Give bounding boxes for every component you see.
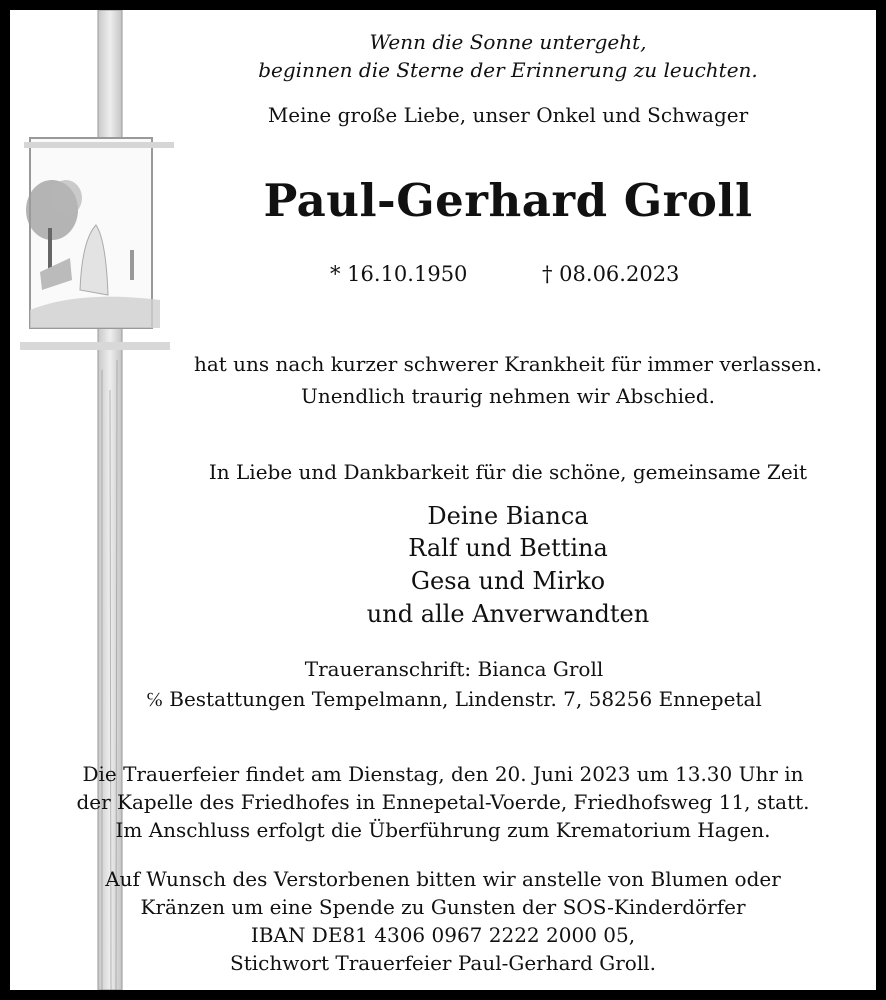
- intro-text: Meine große Liebe, unser Onkel und Schwager: [267, 103, 749, 127]
- message-line-1: hat uns nach kurzer schwerer Krankheit für immer verlassen.: [193, 352, 823, 376]
- donation-line-1: Auf Wunsch des Verstorbenen bitten wir anstelle von Blumen oder: [105, 867, 781, 891]
- signatory-4: und alle Anverwandten: [366, 600, 650, 628]
- donation-line-4: Stichwort Trauerfeier Paul-Gerhard Groll.: [230, 951, 656, 975]
- address-line-1: Traueranschrift: Bianca Groll: [304, 657, 604, 681]
- obituary-notice: [10, 10, 876, 990]
- signatory-3: Gesa und Mirko: [410, 567, 606, 595]
- signatory-2: Ralf und Bettina: [408, 534, 608, 562]
- quote-line-1: Wenn die Sonne untergeht,: [369, 30, 647, 54]
- donation-line-2: Kränzen um eine Spende zu Gunsten der SOS-Kinderdörfer: [140, 895, 746, 919]
- birth-date: * 16.10.1950: [330, 262, 468, 286]
- cross-illustration: [10, 10, 876, 990]
- dedication-text: In Liebe und Dankbarkeit für die schöne, gemeinsame Zeit: [208, 460, 808, 484]
- death-date: † 08.06.2023: [542, 262, 680, 286]
- service-line-1: Die Trauerfeier findet am Dienstag, den 20. Juni 2023 um 13.30 Uhr in: [82, 762, 804, 786]
- message-line-2: Unendlich traurig nehmen wir Abschied.: [300, 384, 716, 408]
- signatory-1: Deine Bianca: [427, 502, 589, 530]
- service-line-2: der Kapelle des Friedhofes in Ennepetal-Voerde, Friedhofsweg 11, statt.: [76, 790, 810, 814]
- deceased-name: Paul-Gerhard Groll: [263, 174, 753, 227]
- address-line-2: ℅ Bestattungen Tempelmann, Lindenstr. 7, 58256 Ennepetal: [146, 687, 762, 711]
- quote-line-2: beginnen die Sterne der Erinnerung zu leuchten.: [258, 58, 758, 82]
- service-line-3: Im Anschluss erfolgt die Überführung zum Krematorium Hagen.: [115, 818, 771, 842]
- donation-line-3: IBAN DE81 4306 0967 2222 2000 05,: [250, 923, 636, 947]
